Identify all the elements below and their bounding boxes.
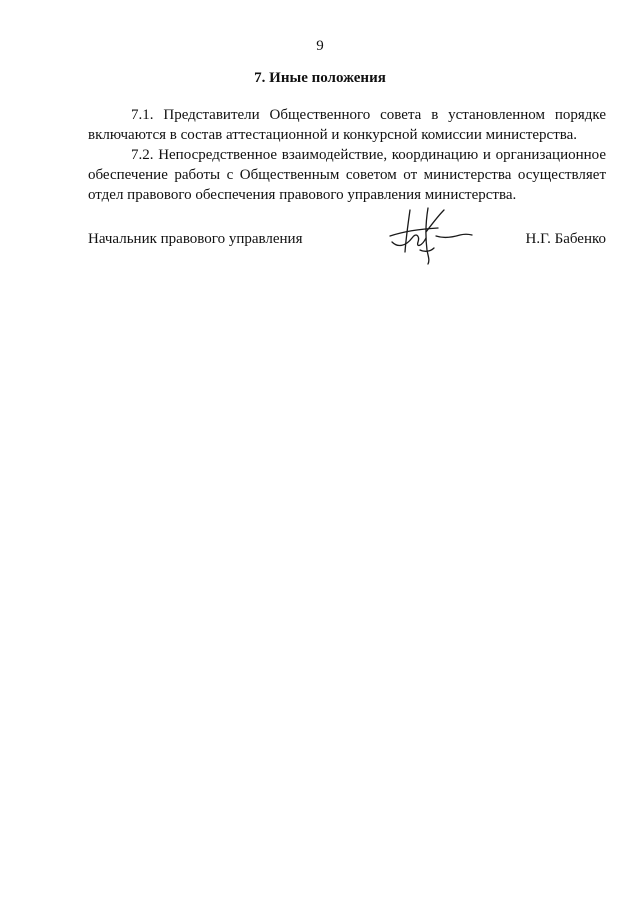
signatory-role: Начальник правового управления — [88, 231, 303, 247]
handwritten-signature — [380, 202, 475, 266]
paragraph-7-2: 7.2. Непосредственное взаимодействие, координацию и организационное обеспечение работы с Общественным советом от министерства осуществляет отдел правового обеспечения правового управления министерства. — [88, 147, 606, 203]
signature-block — [88, 226, 606, 266]
page-number: 9 — [316, 38, 324, 54]
signatory-name: Н.Г. Бабенко — [525, 231, 606, 247]
body-text — [88, 105, 606, 205]
paragraph-7-1: 7.1. Представители Общественного совета в установленном порядке включаются в состав аттестационной и конкурсной комиссии министерства. — [88, 107, 606, 143]
section-title: 7. Иные положения — [254, 70, 386, 86]
